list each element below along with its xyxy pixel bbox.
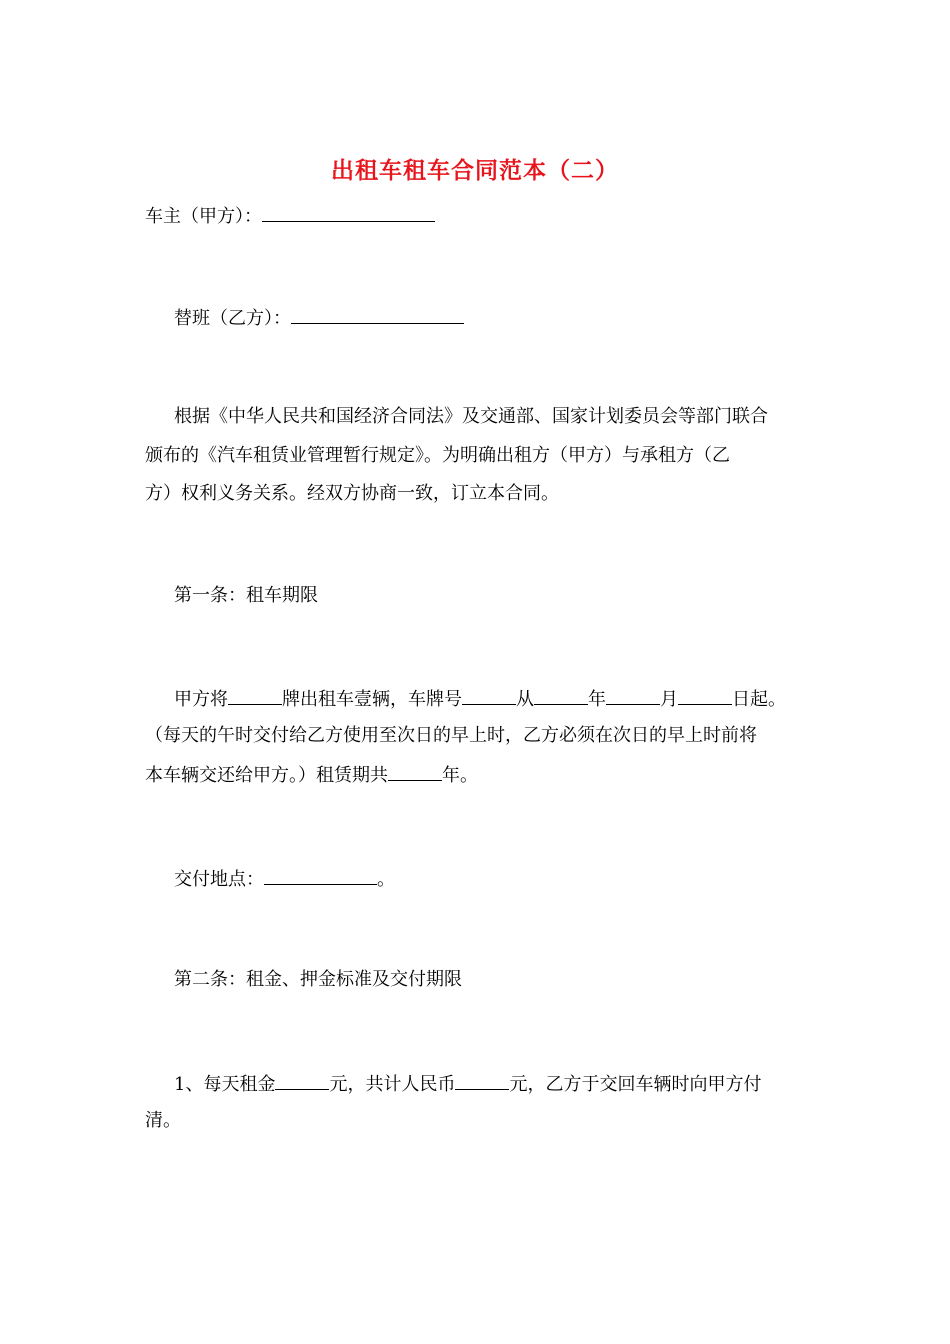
plate-blank	[462, 686, 516, 705]
party-a-line	[145, 203, 435, 229]
article1-text-a: 甲方将	[174, 689, 228, 710]
total-rmb-blank	[455, 1071, 509, 1090]
intro-line-2: 颁布的《汽车租赁业管理暂行规定》。为明确出租方（甲方）与承租方（乙	[145, 445, 730, 466]
year-blank	[534, 686, 588, 705]
daily-rent-blank	[275, 1071, 329, 1090]
article1-text-d: 年	[588, 689, 606, 710]
article2-heading: 第二条：租金、押金标准及交付期限	[174, 969, 462, 990]
article1-text-g: 本车辆交还给甲方。）租赁期共	[145, 765, 388, 786]
article1-para3	[145, 762, 478, 788]
article2-item1	[174, 1071, 761, 1097]
item1-text-a: 1、每天租金	[174, 1074, 276, 1095]
month-blank	[606, 686, 660, 705]
location-label: 交付地点：	[174, 869, 264, 890]
article1-heading: 第一条：租车期限	[174, 585, 318, 606]
party-b-label: 替班（乙方）：	[174, 308, 291, 329]
party-b-line	[174, 305, 464, 331]
article1-text-c: 从	[516, 689, 534, 710]
party-b-blank	[291, 305, 464, 324]
article1-text-f: 日起。	[732, 689, 786, 710]
location-end: 。	[377, 869, 395, 890]
article1-para1	[174, 686, 786, 712]
day-blank	[678, 686, 732, 705]
article1-para2: （每天的午时交付给乙方使用至次日的早上时，乙方必须在次日的早上时前将	[145, 725, 757, 746]
intro-line-1: 根据《中华人民共和国经济合同法》及交通部、国家计划委员会等部门联合	[174, 406, 768, 427]
party-a-blank	[262, 203, 435, 222]
item1-text-b: 元，共计人民币	[329, 1074, 456, 1095]
article2-item1-cont: 清。	[145, 1110, 181, 1131]
location-line	[174, 866, 395, 892]
article1-text-h: 年。	[442, 765, 478, 786]
article1-text-b: 牌出租车壹辆，车牌号	[282, 689, 462, 710]
document-title: 出租车租车合同范本（二）	[331, 158, 619, 184]
party-a-label: 车主（甲方）：	[145, 206, 262, 227]
term-blank	[388, 762, 442, 781]
location-blank	[264, 866, 377, 885]
article1-text-e: 月	[660, 689, 678, 710]
intro-line-3: 方）权利义务关系。经双方协商一致，订立本合同。	[145, 483, 559, 504]
brand-blank	[228, 686, 282, 705]
item1-text-c: 元，乙方于交回车辆时向甲方付	[509, 1074, 762, 1095]
